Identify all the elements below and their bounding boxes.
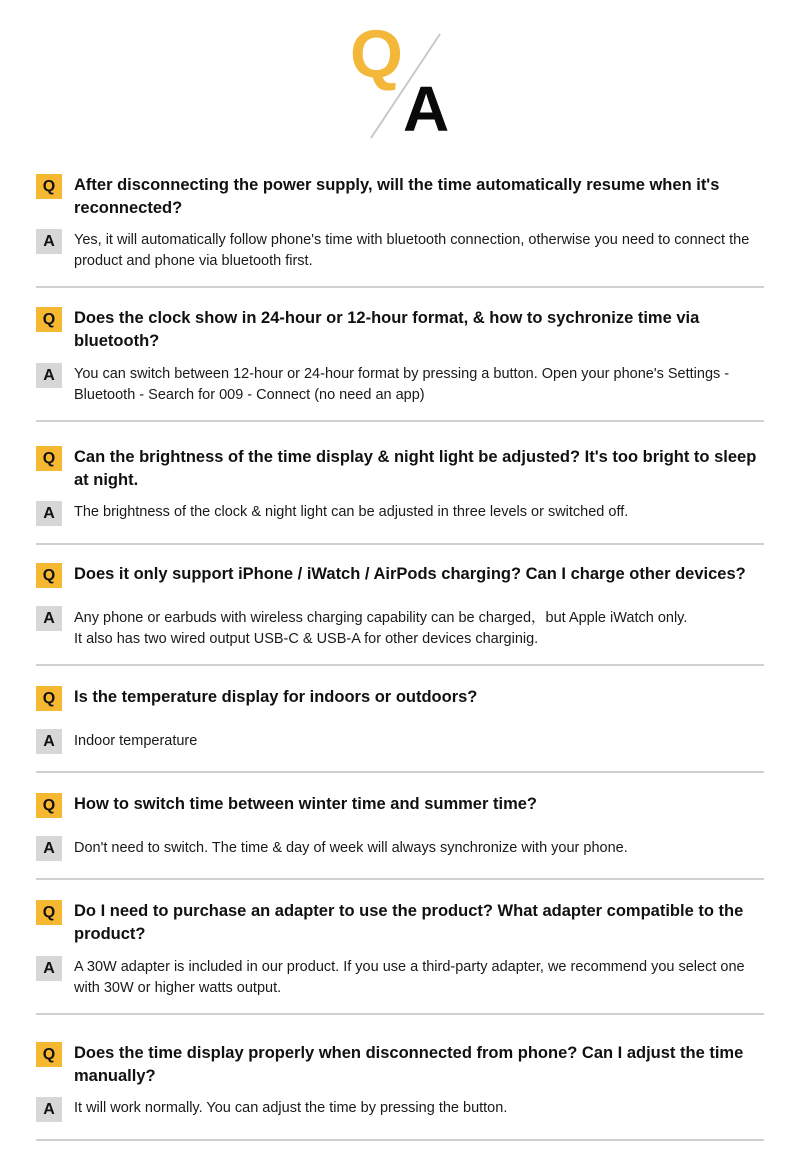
answer-badge: A	[36, 363, 62, 388]
answer-line: It also has two wired output USB-C & USB-A for other devices charginig.	[74, 631, 539, 647]
answer-text: Yes, it will automatically follow phone's time with bluetooth connection, otherwise you need to connect the product and phone via bluetooth first.	[74, 232, 750, 269]
question-text: Does the clock show in 24-hour or 12-hour format, & how to sychronize time via bluetooth?	[74, 309, 700, 350]
question-text: Does it only support iPhone / iWatch / AirPods charging? Can I charge other devices?	[74, 565, 746, 583]
logo-a-letter: A	[403, 73, 450, 145]
question-text: Do I need to purchase an adapter to use the product? What adapter compatible to the product?	[74, 902, 744, 943]
question-badge: Q	[36, 1042, 62, 1067]
divider	[36, 420, 764, 422]
question-badge: Q	[36, 307, 62, 332]
question-badge: Q	[36, 174, 62, 199]
question-badge: Q	[36, 563, 62, 588]
divider	[36, 771, 764, 773]
answer-text: Indoor temperature	[74, 733, 198, 749]
answer-text: It will work normally. You can adjust the time by pressing the button.	[74, 1100, 508, 1116]
answer-badge: A	[36, 1097, 62, 1122]
answer-badge: A	[36, 836, 62, 861]
divider	[36, 1139, 764, 1141]
divider	[36, 664, 764, 666]
question-badge: Q	[36, 900, 62, 925]
answer-badge: A	[36, 229, 62, 254]
answer-badge: A	[36, 956, 62, 981]
question-text: Does the time display properly when disconnected from phone? Can I adjust the time manually?	[74, 1044, 744, 1085]
qa-logo	[340, 16, 460, 145]
answer-badge: A	[36, 729, 62, 754]
answer-text: Don't need to switch. The time & day of week will always synchronize with your phone.	[74, 840, 628, 856]
divider	[36, 1013, 764, 1015]
divider	[36, 543, 764, 545]
answer-badge: A	[36, 501, 62, 526]
answer-text: A 30W adapter is included in our product. If you use a third-party adapter, we recommend you select one with 30W or higher watts output.	[74, 959, 745, 996]
answer-text: You can switch between 12-hour or 24-hour format by pressing a button. Open your phone's Settings - Bluetooth - Search for 009 - Connect (no need an app)	[74, 366, 730, 403]
answer-text: The brightness of the clock & night light can be adjusted in three levels or switched off.	[74, 504, 629, 520]
answer-text	[74, 608, 764, 650]
question-text: After disconnecting the power supply, will the time automatically resume when it's reconnected?	[74, 176, 720, 217]
question-text: Is the temperature display for indoors or outdoors?	[74, 688, 478, 706]
divider	[36, 878, 764, 880]
divider	[36, 286, 764, 288]
answer-badge: A	[36, 606, 62, 631]
question-badge: Q	[36, 686, 62, 711]
question-text: How to switch time between winter time and summer time?	[74, 795, 537, 813]
question-badge: Q	[36, 793, 62, 818]
logo-q-letter: Q	[350, 16, 403, 92]
question-text: Can the brightness of the time display & night light be adjusted? It's too bright to sleep at night.	[74, 448, 757, 489]
question-badge: Q	[36, 446, 62, 471]
answer-line: Any phone or earbuds with wireless charging capability can be charged，but Apple iWatch only.	[74, 610, 688, 626]
